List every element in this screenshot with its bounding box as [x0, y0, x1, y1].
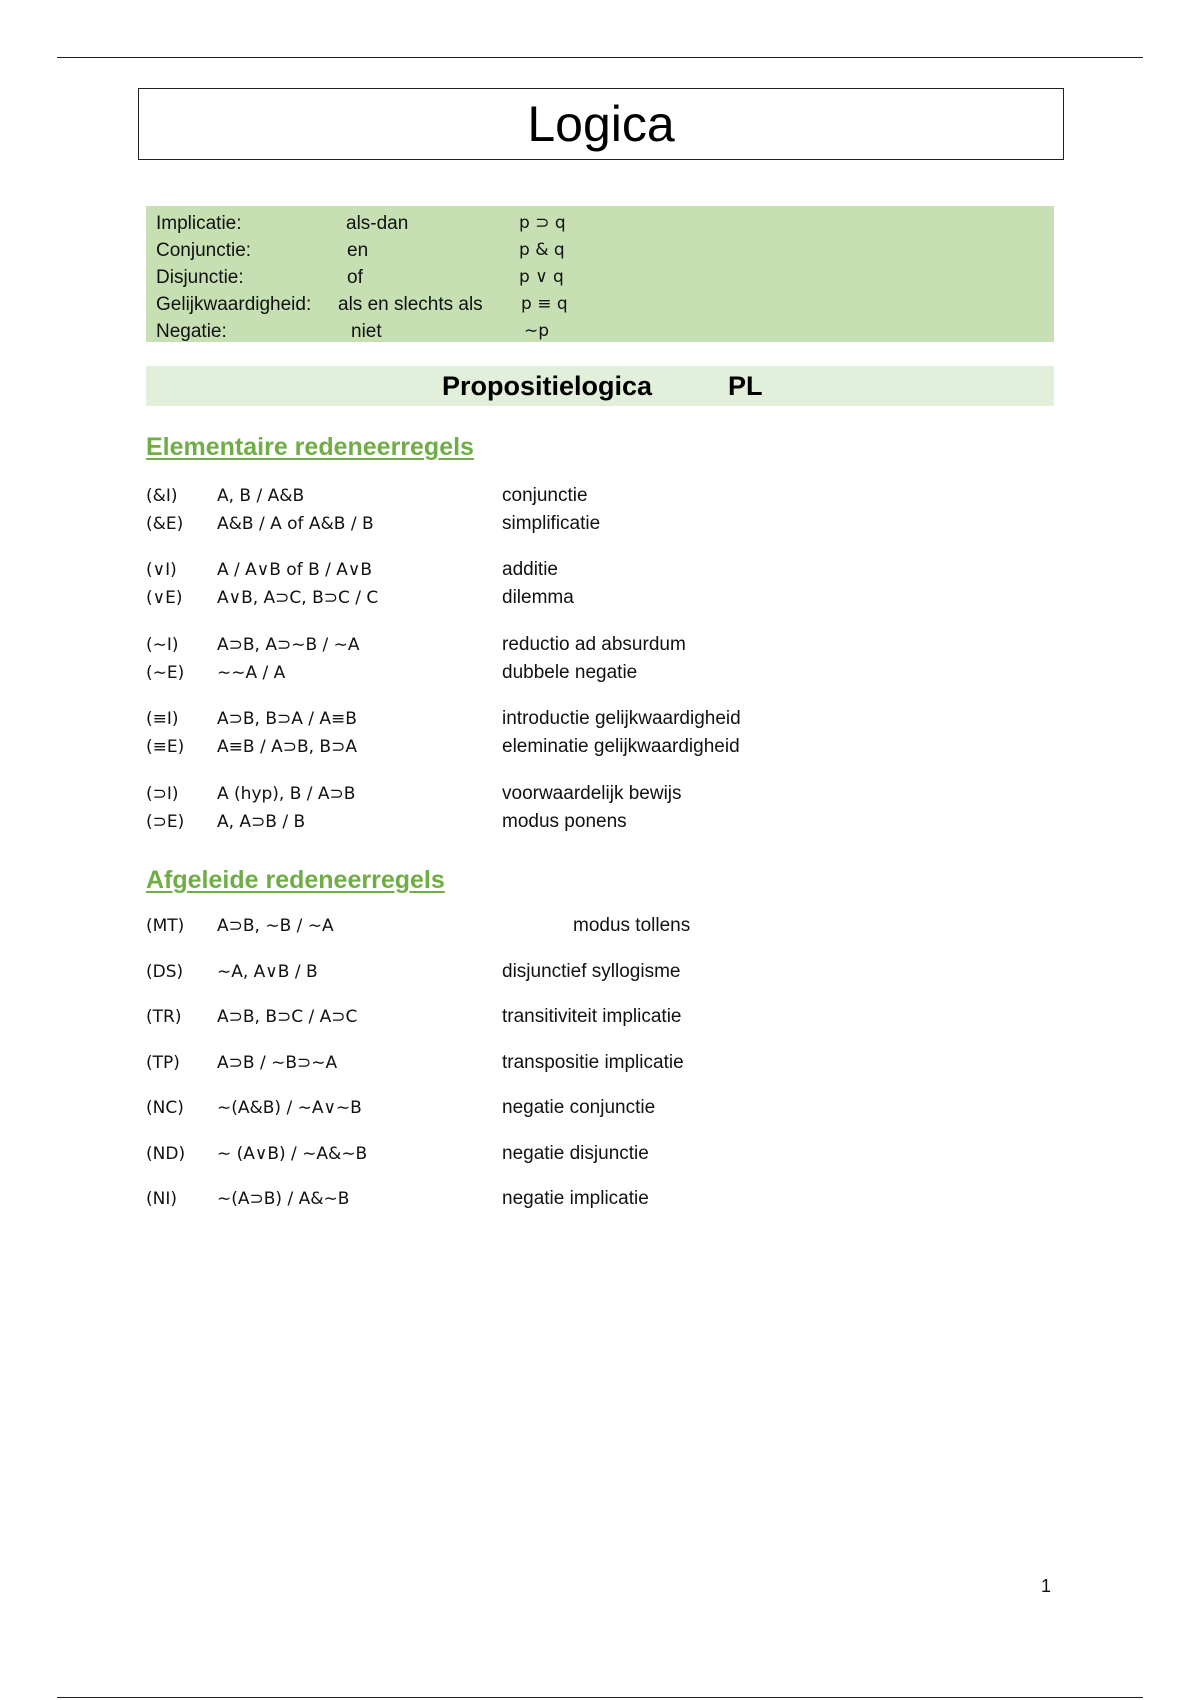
- rule-formula: ∼(A&B) / ∼A∨∼B: [217, 1098, 362, 1118]
- rule-row: [0, 808, 1200, 836]
- rule-formula: A, A⊃B / B: [217, 812, 306, 832]
- rule-name: voorwaardelijk bewijs: [502, 783, 682, 804]
- rule-name: modus tollens: [573, 915, 691, 936]
- rule-formula: ∼ (A∨B) / ∼A&∼B: [217, 1144, 368, 1164]
- rule-row: [0, 1094, 1200, 1122]
- rule-name: introductie gelijkwaardigheid: [502, 708, 741, 729]
- rule-row: [0, 912, 1200, 940]
- rule-name: reductio ad absurdum: [502, 634, 686, 655]
- rule-code: (∼E): [146, 663, 185, 683]
- rule-code: (TR): [146, 1007, 182, 1027]
- page-top-rule: [57, 57, 1143, 58]
- rule-name: eleminatie gelijkwaardigheid: [502, 736, 740, 757]
- rule-code: (DS): [146, 962, 184, 982]
- rule-code: (⊃E): [146, 812, 185, 832]
- connective-row: [146, 237, 1054, 264]
- rule-row: [0, 1049, 1200, 1077]
- rule-name: dubbele negatie: [502, 662, 638, 683]
- connective-word: en: [347, 240, 369, 261]
- connective-word: als-dan: [346, 213, 409, 234]
- rule-row: [0, 556, 1200, 584]
- connective-word: als en slechts als: [338, 294, 483, 315]
- rule-code: (∨I): [146, 560, 177, 580]
- rule-formula: A≡B / A⊃B, B⊃A: [217, 737, 357, 757]
- connective-symbol: p ∨ q: [519, 267, 564, 287]
- rule-name: negatie disjunctie: [502, 1143, 649, 1164]
- rule-name: dilemma: [502, 587, 574, 608]
- page-bottom-rule: [57, 1697, 1143, 1698]
- rule-row: [0, 510, 1200, 538]
- connective-symbol: p & q: [519, 240, 565, 260]
- rule-formula: A, B / A&B: [217, 486, 305, 506]
- rule-name: additie: [502, 559, 558, 580]
- rule-code: (ND): [146, 1144, 186, 1164]
- rule-code: (MT): [146, 916, 185, 936]
- rule-name: transitiviteit implicatie: [502, 1006, 682, 1027]
- connective-symbol: p ⊃ q: [519, 213, 566, 233]
- rule-formula: A∨B, A⊃C, B⊃C / C: [217, 588, 379, 608]
- section-bar-propositielogica: [146, 366, 1054, 406]
- rule-code: (NI): [146, 1189, 177, 1209]
- rule-formula: A⊃B, B⊃A / A≡B: [217, 709, 357, 729]
- rule-row: [0, 482, 1200, 510]
- rule-row: [0, 733, 1200, 761]
- rule-code: (⊃I): [146, 784, 179, 804]
- rule-formula: A⊃B, B⊃C / A⊃C: [217, 1007, 358, 1027]
- connective-name: Implicatie:: [156, 213, 242, 234]
- rule-name: disjunctief syllogisme: [502, 961, 681, 982]
- rule-row: [0, 1140, 1200, 1168]
- rule-row: [0, 1003, 1200, 1031]
- rule-row: [0, 659, 1200, 687]
- rule-formula: ∼(A⊃B) / A&∼B: [217, 1189, 350, 1209]
- rule-formula: A⊃B, A⊃∼B / ∼A: [217, 635, 360, 655]
- rule-code: (&E): [146, 514, 184, 534]
- rule-row: [0, 780, 1200, 808]
- rule-row: [0, 631, 1200, 659]
- connective-row: [146, 291, 1054, 318]
- rule-row: [0, 584, 1200, 612]
- rule-formula: ∼∼A / A: [217, 663, 286, 683]
- rule-code: (&I): [146, 486, 178, 506]
- connective-word: niet: [351, 321, 382, 342]
- rule-row: [0, 705, 1200, 733]
- rule-code: (≡E): [146, 737, 185, 757]
- heading-elementary-rules: Elementaire redeneerregels: [146, 433, 474, 461]
- section-bar-abbreviation: PL: [728, 371, 763, 401]
- rule-formula: A⊃B, ∼B / ∼A: [217, 916, 334, 936]
- page-number: 1: [1041, 1576, 1052, 1596]
- connective-row: [146, 264, 1054, 291]
- rule-formula: A / A∨B of B / A∨B: [217, 560, 373, 580]
- document-title: Logica: [527, 96, 675, 152]
- connective-name: Conjunctie:: [156, 240, 252, 261]
- connective-name: Negatie:: [156, 321, 227, 342]
- rule-code: (TP): [146, 1053, 180, 1073]
- rule-code: (∼I): [146, 635, 179, 655]
- connective-symbol: ∼p: [524, 321, 550, 341]
- connective-name: Disjunctie:: [156, 267, 244, 288]
- connectives-table: [146, 206, 1054, 342]
- rule-name: conjunctie: [502, 485, 588, 506]
- connective-row: [146, 318, 1054, 345]
- section-bar-title: Propositielogica: [442, 371, 653, 401]
- rule-name: negatie implicatie: [502, 1188, 649, 1209]
- rule-name: negatie conjunctie: [502, 1097, 656, 1118]
- connective-symbol: p ≡ q: [521, 294, 568, 314]
- connective-name: Gelijkwaardigheid:: [156, 294, 312, 315]
- rule-name: transpositie implicatie: [502, 1052, 684, 1073]
- rule-row: [0, 1185, 1200, 1213]
- connective-word: of: [347, 267, 363, 288]
- rule-name: modus ponens: [502, 811, 627, 832]
- title-box: [138, 88, 1064, 160]
- connective-row: [146, 210, 1054, 237]
- rule-formula: A&B / A of A&B / B: [217, 514, 374, 534]
- rule-name: simplificatie: [502, 513, 601, 534]
- rule-code: (≡I): [146, 709, 179, 729]
- rule-formula: ∼A, A∨B / B: [217, 962, 318, 982]
- rule-formula: A (hyp), B / A⊃B: [217, 784, 356, 804]
- rule-code: (∨E): [146, 588, 183, 608]
- rule-formula: A⊃B / ∼B⊃∼A: [217, 1053, 338, 1073]
- rule-row: [0, 958, 1200, 986]
- heading-derived-rules: Afgeleide redeneerregels: [146, 866, 445, 894]
- rule-code: (NC): [146, 1098, 184, 1118]
